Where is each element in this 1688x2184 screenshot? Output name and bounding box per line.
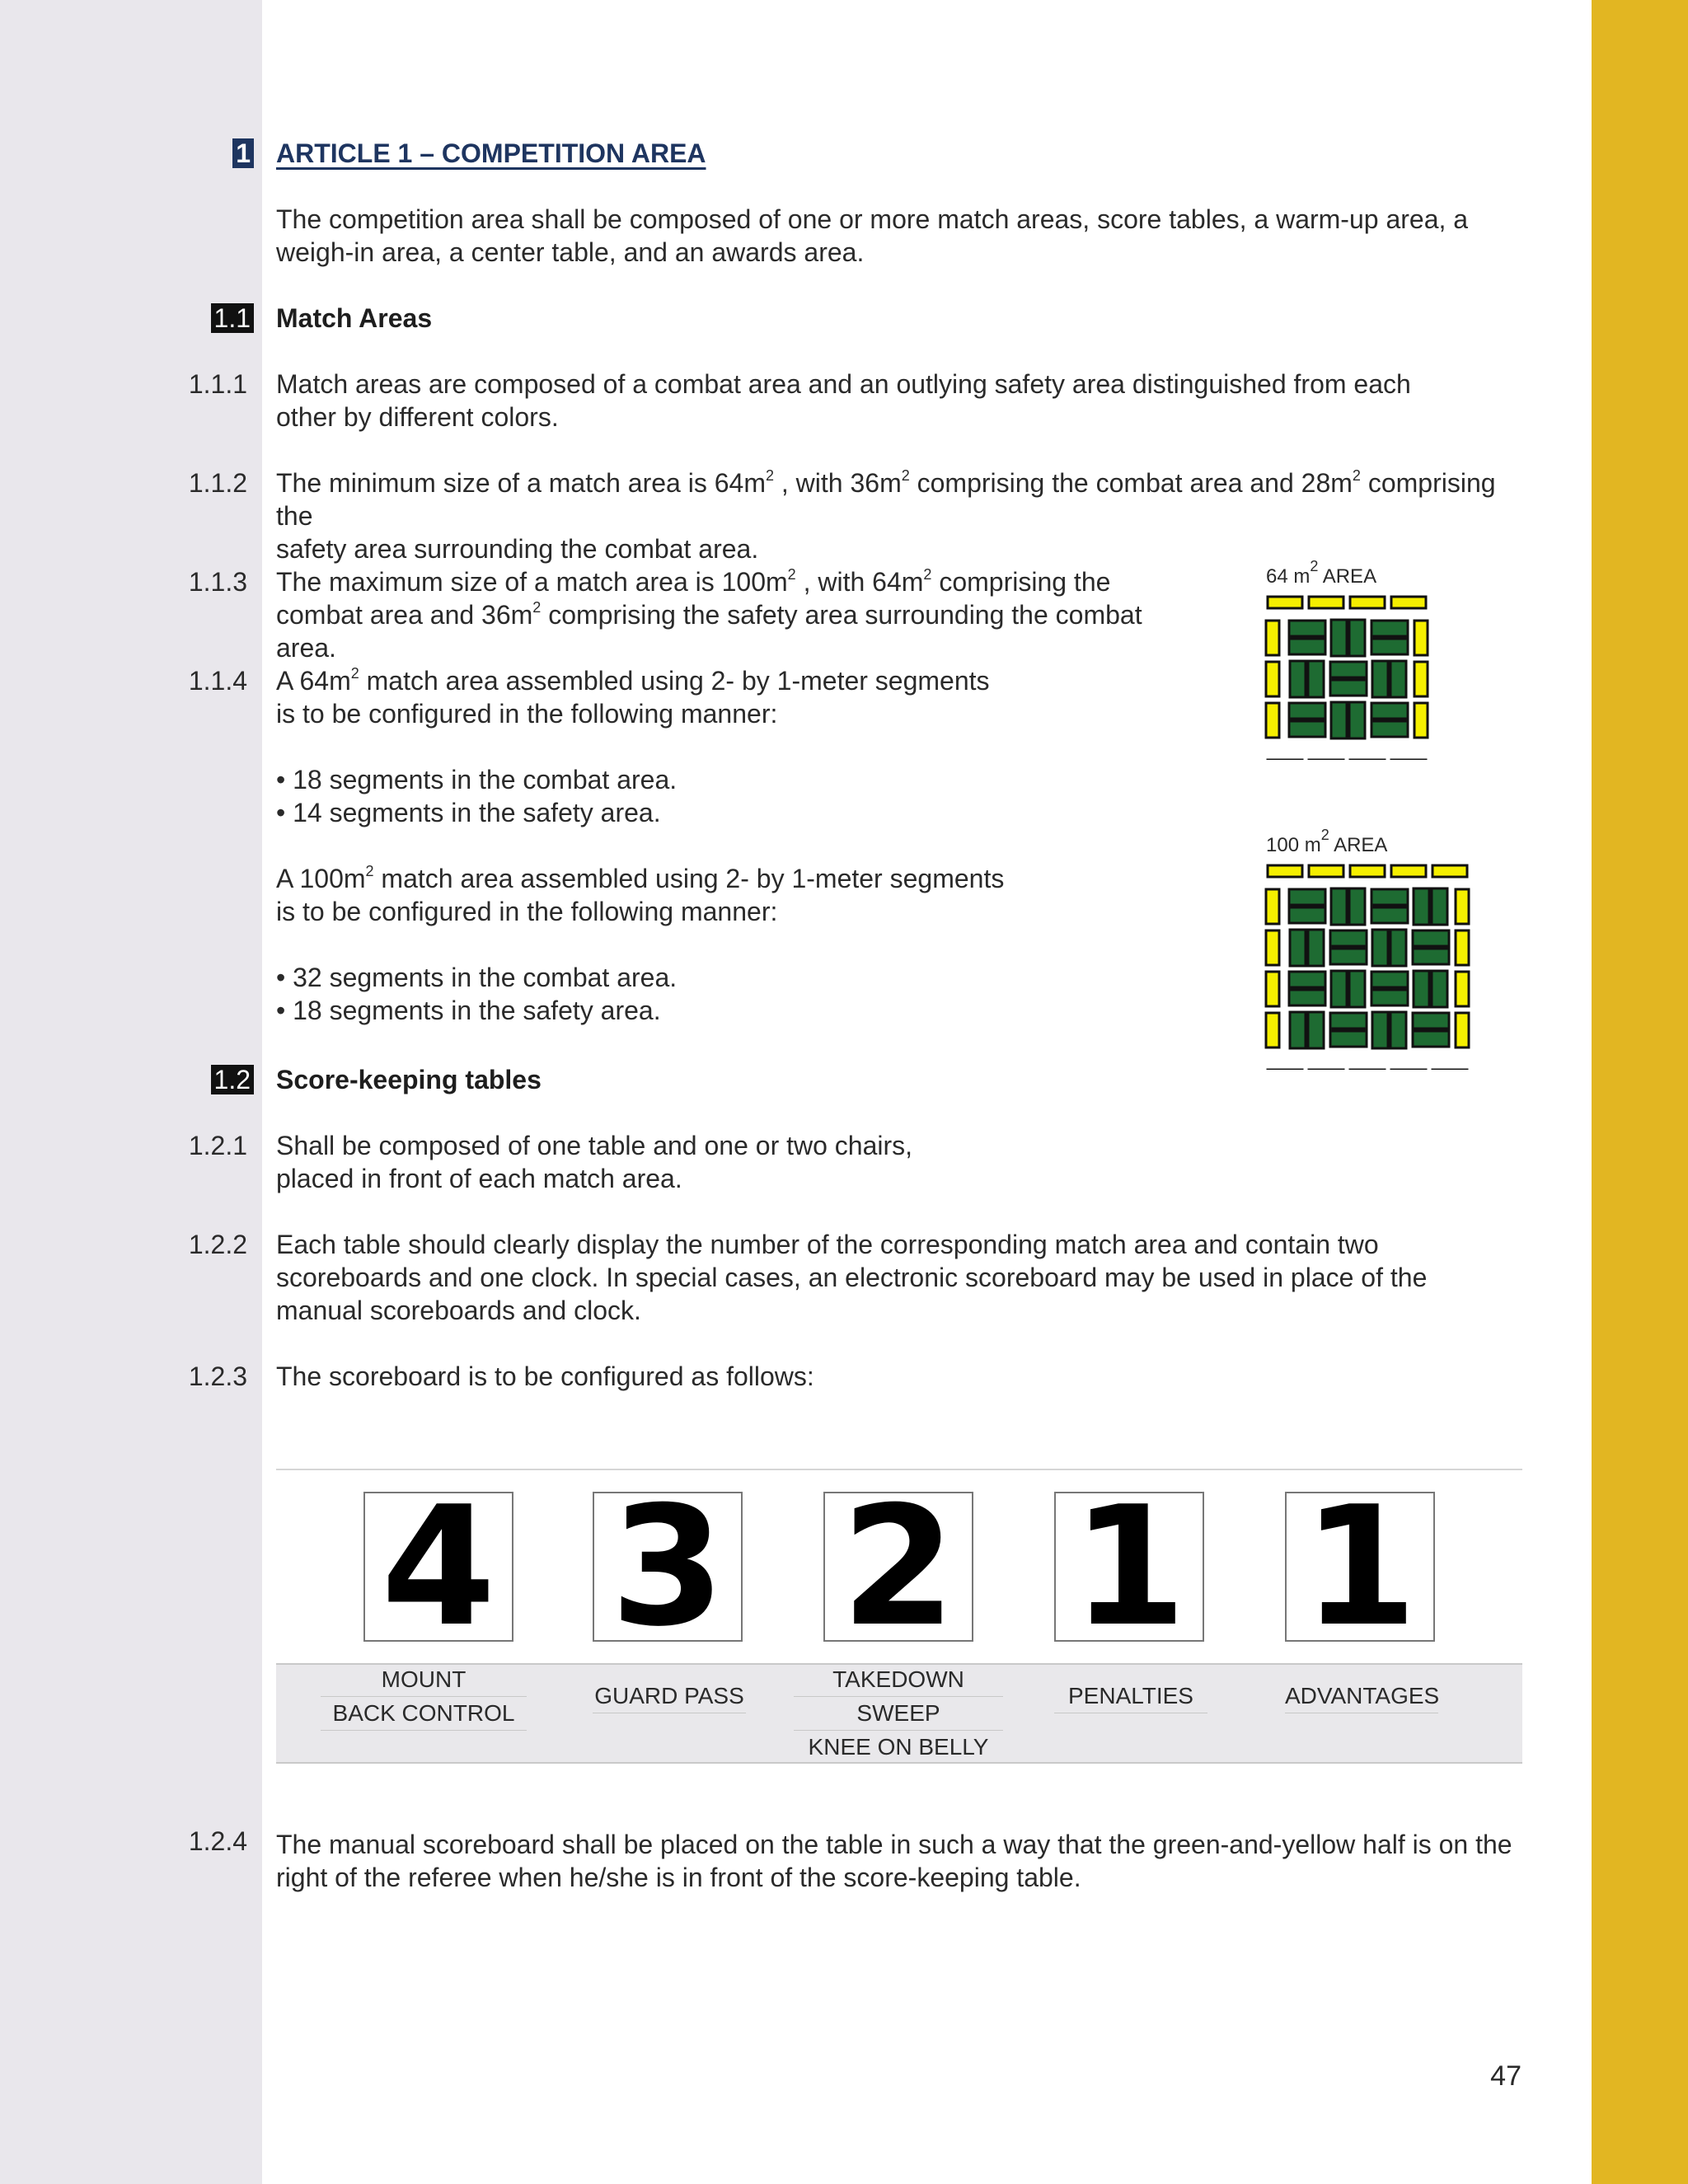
score-labels-mount: MOUNT BACK CONTROL	[321, 1663, 527, 1731]
item-1-1-3-number: 1.1.3	[188, 567, 247, 597]
score-labels-takedown: TAKEDOWN SWEEP KNEE ON BELLY	[794, 1663, 1003, 1764]
combat-segment	[1331, 620, 1347, 656]
safety-segment	[1391, 865, 1426, 877]
combat-segment	[1372, 721, 1408, 737]
combat-segment	[1372, 621, 1408, 636]
combat-segment	[1330, 1013, 1367, 1029]
combat-segment	[1308, 1012, 1324, 1048]
safety-segment	[1309, 865, 1343, 877]
score-digit-mount: 4	[363, 1492, 513, 1642]
safety-segment	[1414, 621, 1428, 655]
safety-segment	[1456, 1013, 1469, 1047]
bullet-item: • 18 segments in the combat area.	[276, 765, 678, 794]
section-1-1-number	[7, 302, 254, 335]
score-labels-guard-pass: GUARD PASS	[593, 1680, 746, 1713]
diagram-100-label: 100 $m^2$ AREA	[1266, 827, 1388, 856]
combat-segment	[1289, 621, 1325, 636]
combat-segment	[1290, 661, 1306, 697]
combat-segment	[1289, 703, 1325, 719]
safety-segment	[1350, 597, 1385, 608]
combat-segment	[1349, 971, 1365, 1007]
combat-segment	[1390, 661, 1406, 697]
item-1-2-2-text: Each table should clearly display the number of the corresponding match area and contain two scoreboards and one clock. In special cases, an electronic scoreboard may be used in place of the manual scoreboards and clock.	[276, 1230, 1428, 1325]
combat-segment	[1308, 661, 1324, 697]
combat-segment	[1372, 703, 1408, 719]
item-1-1-4-text: A $64m^2$ match area assembled using 2- by 1-meter segments is to be configured in the following manner: • 18 segments in the combat area. • 14 segments in the safety area. A $100m^2$ match area assembled using 2- by 1-meter segments is to be configured in the following manner: • 32 segments in the combat area. • 18 segments in the safety area.	[276, 664, 1018, 1027]
safety-segment	[1266, 621, 1279, 655]
combat-segment	[1413, 1013, 1449, 1029]
combat-segment	[1289, 889, 1325, 905]
combat-segment	[1372, 990, 1408, 1005]
safety-segment	[1309, 597, 1343, 608]
bullet-item: • 14 segments in the safety area.	[276, 798, 661, 827]
combat-segment	[1432, 971, 1447, 1007]
article-title: ARTICLE 1 – COMPETITION AREA	[276, 138, 706, 168]
score-digit-takedown: 2	[823, 1492, 973, 1642]
combat-segment	[1372, 972, 1408, 987]
item-1-2-4-text: The manual scoreboard shall be placed on the table in such a way that the green-and-yellow half is on the right of the referee when he/she is in front of the score-keeping table.	[276, 1830, 1512, 1892]
item-1-2-3-text: The scoreboard is to be configured as follows:	[276, 1361, 814, 1391]
combat-segment	[1330, 1031, 1367, 1047]
safety-segment	[1266, 703, 1279, 738]
combat-segment	[1331, 702, 1347, 738]
safety-segment	[1350, 865, 1385, 877]
combat-segment	[1308, 930, 1324, 966]
combat-segment	[1390, 930, 1406, 966]
combat-segment	[1349, 620, 1365, 656]
bullet-item: • 32 segments in the combat area.	[276, 963, 678, 992]
combat-segment	[1330, 662, 1367, 677]
item-1-2-3-number: 1.2.3	[188, 1361, 247, 1391]
combat-segment	[1289, 907, 1325, 923]
section-1-1-badge: 1.1	[211, 303, 254, 333]
item-1-1-4-number: 1.1.4	[188, 666, 247, 696]
page-number: 47	[1490, 2060, 1522, 2092]
combat-segment	[1372, 889, 1408, 905]
score-digit-guard-pass: 3	[593, 1492, 743, 1642]
safety-segment	[1266, 1013, 1279, 1047]
section-1-2-title: Score-keeping tables	[276, 1065, 542, 1094]
safety-segment	[1414, 662, 1428, 696]
safety-segment	[1456, 889, 1469, 924]
item-1-1-2-text: The minimum size of a match area is $64m^2$ , with $36m^2$ comprising the combat area and $28m^2$ comprising the safety area surrounding the combat area.	[276, 467, 1496, 564]
combat-segment	[1372, 907, 1408, 923]
combat-segment	[1330, 930, 1367, 946]
combat-segment	[1349, 702, 1365, 738]
combat-segment	[1289, 990, 1325, 1005]
combat-segment	[1331, 971, 1347, 1007]
item-1-2-4-number: 1.2.4	[188, 1826, 247, 1856]
safety-segment	[1266, 662, 1279, 696]
scoreboard	[276, 1469, 1522, 1764]
section-1-1-title: Match Areas	[276, 303, 433, 333]
combat-segment	[1330, 949, 1367, 964]
combat-segment	[1414, 888, 1429, 925]
combat-segment	[1372, 639, 1408, 654]
right-accent-stripe	[1592, 0, 1688, 2184]
article-number	[7, 137, 254, 170]
combat-segment	[1330, 680, 1367, 696]
article-intro: The competition area shall be composed of one or more match areas, score tables, a warm-up area, a weigh-in area, a center table, and an awards area.	[276, 204, 1469, 267]
item-1-2-1-number: 1.2.1	[188, 1131, 247, 1160]
scoreboard-top-rule	[276, 1469, 1522, 1470]
score-digit-penalties: 1	[1054, 1492, 1204, 1642]
combat-segment	[1289, 721, 1325, 737]
diagram-64-label: 64 $m^2$ AREA	[1266, 558, 1377, 588]
safety-segment	[1456, 972, 1469, 1006]
safety-segment	[1268, 597, 1302, 608]
combat-segment	[1372, 930, 1388, 966]
score-digit-advantages: 1	[1285, 1492, 1435, 1642]
mat-diagram-100	[1264, 864, 1475, 1070]
item-1-1-2-number: 1.1.2	[188, 468, 247, 498]
combat-segment	[1289, 972, 1325, 987]
combat-segment	[1432, 888, 1447, 925]
combat-segment	[1390, 1012, 1406, 1048]
section-1-2-badge: 1.2	[211, 1065, 254, 1094]
safety-segment	[1266, 972, 1279, 1006]
safety-segment	[1268, 865, 1302, 877]
safety-segment	[1266, 930, 1279, 965]
section-1-2-number	[7, 1063, 254, 1096]
safety-segment	[1414, 703, 1428, 738]
combat-segment	[1289, 639, 1325, 654]
combat-segment	[1290, 1012, 1306, 1048]
item-1-2-1-text: Shall be composed of one table and one or two chairs, placed in front of each match area.	[276, 1131, 913, 1193]
combat-segment	[1414, 971, 1429, 1007]
combat-segment	[1349, 888, 1365, 925]
score-labels-advantages: ADVANTAGES	[1285, 1680, 1438, 1713]
combat-segment	[1331, 888, 1347, 925]
combat-segment	[1413, 1031, 1449, 1047]
safety-segment	[1456, 930, 1469, 965]
combat-segment	[1413, 949, 1449, 964]
safety-segment	[1391, 597, 1426, 608]
combat-segment	[1372, 1012, 1388, 1048]
combat-segment	[1372, 661, 1388, 697]
mat-diagram-64	[1264, 595, 1434, 760]
article-number-badge: 1	[232, 138, 254, 168]
safety-segment	[1266, 889, 1279, 924]
item-1-2-2-number: 1.2.2	[188, 1230, 247, 1259]
item-1-1-1-number: 1.1.1	[188, 369, 247, 399]
safety-segment	[1432, 865, 1467, 877]
combat-segment	[1290, 930, 1306, 966]
bullet-item: • 18 segments in the safety area.	[276, 996, 661, 1025]
combat-segment	[1413, 930, 1449, 946]
item-1-1-1-text: Match areas are composed of a combat area and an outlying safety area distinguished from each other by different colors.	[276, 369, 1411, 432]
score-labels-penalties: PENALTIES	[1054, 1680, 1207, 1713]
item-1-1-3-text: The maximum size of a match area is $100m^2$ , with $64m^2$ comprising the combat area and $36m^2$ comprising the safety area surrounding the combat area.	[276, 566, 1142, 663]
